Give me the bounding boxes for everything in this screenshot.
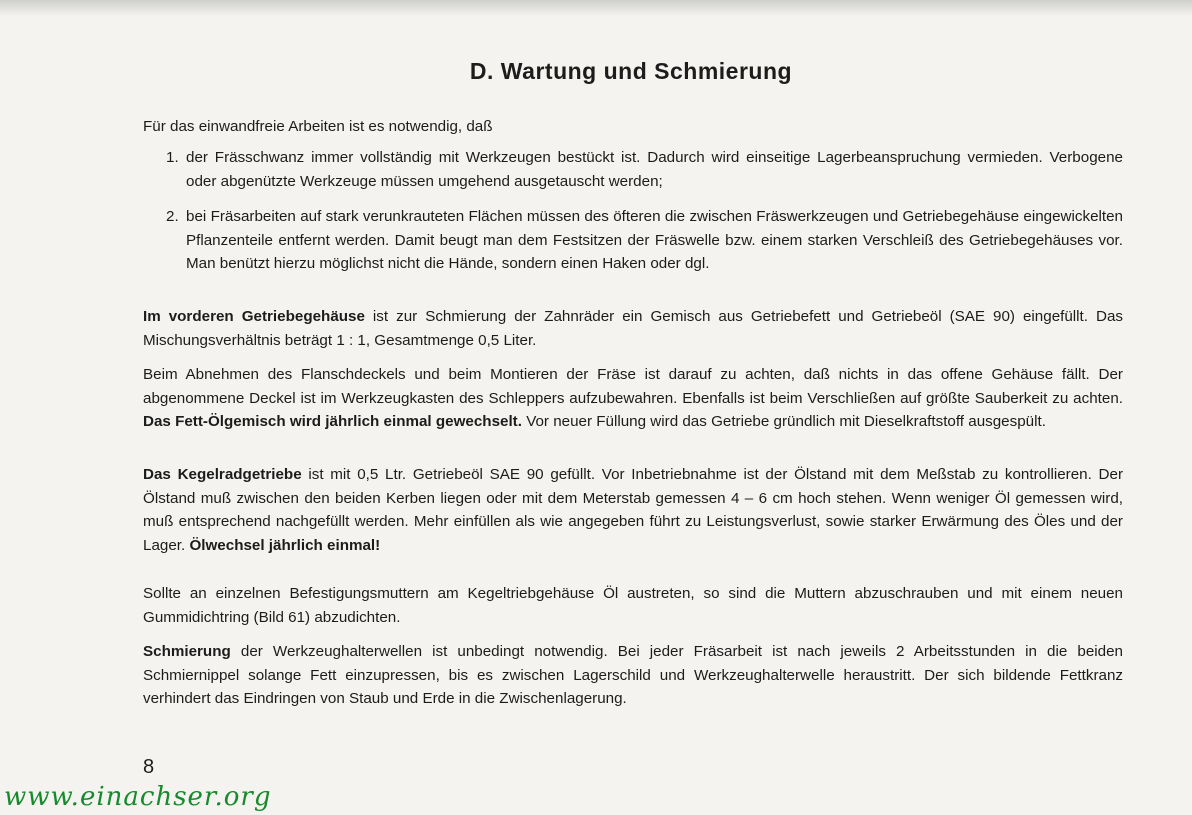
- paragraph-flange-cover: [143, 363, 1123, 434]
- website-watermark: www.einachser.org: [4, 782, 272, 812]
- list-text: der Frässchwanz immer vollständig mit Werkzeugen bestückt ist. Dadurch wird einseitige Lagerbeanspruchung vermieden. Verbogene oder abgenützte Werkzeuge müssen umgehend ausgetauscht werden;: [186, 149, 1123, 190]
- list-item: [166, 146, 1123, 193]
- page-edge-shadow: [0, 0, 1192, 16]
- bold-emphasis: Ölwechsel jährlich einmal!: [189, 536, 381, 554]
- paragraph-bevel-gear: [143, 463, 1123, 557]
- paragraph-text: ist mit 0,5 Ltr. Getriebeöl SAE 90 gefüllt. Vor Inbetriebnahme ist der Ölstand mit dem Meßstab zu kontrollieren. Der Ölstand muß zwischen den beiden Kerben liegen oder mit dem Meterstab gemessen 4 – 6 cm hoch stehen. Wenn weniger Öl gemessen wird, muß entsprechend nachgefüllt werden. Mehr einfüllen als wie angegeben führt zu Leistungsverlust, sowie starker Erwärmung des Öles und der Lager.: [143, 466, 1124, 554]
- list-item: [166, 205, 1123, 276]
- intro-paragraph: Für das einwandfreie Arbeiten ist es notwendig, daß: [143, 118, 493, 135]
- paragraph-fastening-nuts: Sollte an einzelnen Befestigungsmuttern am Kegeltriebgehäuse Öl austreten, so sind die Muttern abzuschrauben und mit einem neuen Gummidichtring (Bild 61) abzudichten.: [143, 585, 1123, 626]
- paragraph-text: der Werkzeughalterwellen ist unbedingt notwendig. Bei jeder Fräsarbeit ist nach jeweils 2 Arbeitsstunden in die beiden Schmiernippel solange Fett einzupressen, bis es zwischen Lagerschild und Werkzeughalterwelle heraustritt. Der sich bildende Fettkranz verhindert das Eindringen von Staub und Erde in die Zwischenlagerung.: [143, 643, 1123, 707]
- bold-lead: Schmierung: [143, 643, 231, 660]
- paragraph-front-gearbox: [143, 305, 1123, 352]
- paragraph-text: ist zur Schmierung der Zahnräder ein Gemisch aus Getriebefett und Getriebeöl (SAE 90) eingefüllt. Das Mischungsverhältnis beträgt 1 : 1, Gesamtmenge 0,5 Liter.: [143, 308, 1123, 349]
- section-title: D. Wartung und Schmierung: [469, 58, 793, 84]
- bold-emphasis: Das Fett-Ölgemisch wird jährlich einmal gewechselt.: [143, 413, 522, 430]
- page-number: 8: [143, 756, 155, 778]
- list-text: bei Fräsarbeiten auf stark verunkrauteten Flächen müssen des öfteren die zwischen Fräswerkzeugen und Getriebegehäuse eingewickelten Pflanzenteile entfernt werden. Damit beugt man dem Festsitzen der Fräswelle bzw. einem starken Verschleiß des Getriebegehäuses vor. Man benützt hierzu möglichst nicht die Hände, sondern einen Haken oder dgl.: [186, 208, 1123, 272]
- bold-lead: Das Kegelradgetriebe: [143, 466, 302, 483]
- bold-lead: Im vorderen Getriebegehäuse: [143, 308, 365, 325]
- list-number: 1.: [166, 149, 179, 166]
- paragraph-text: Vor neuer Füllung wird das Getriebe gründlich mit Dieselkraftstoff ausgespült.: [521, 413, 1046, 430]
- list-number: 2.: [166, 208, 179, 225]
- paragraph-text: Beim Abnehmen des Flanschdeckels und beim Montieren der Fräse ist darauf zu achten, daß nichts in das offene Gehäuse fällt. Der abgenommene Deckel ist im Werkzeugkasten des Schleppers aufzubewahren. Ebenfalls ist beim Verschließen auf größte Sauberkeit zu achten.: [143, 366, 1123, 407]
- paragraph-lubrication: [143, 640, 1123, 711]
